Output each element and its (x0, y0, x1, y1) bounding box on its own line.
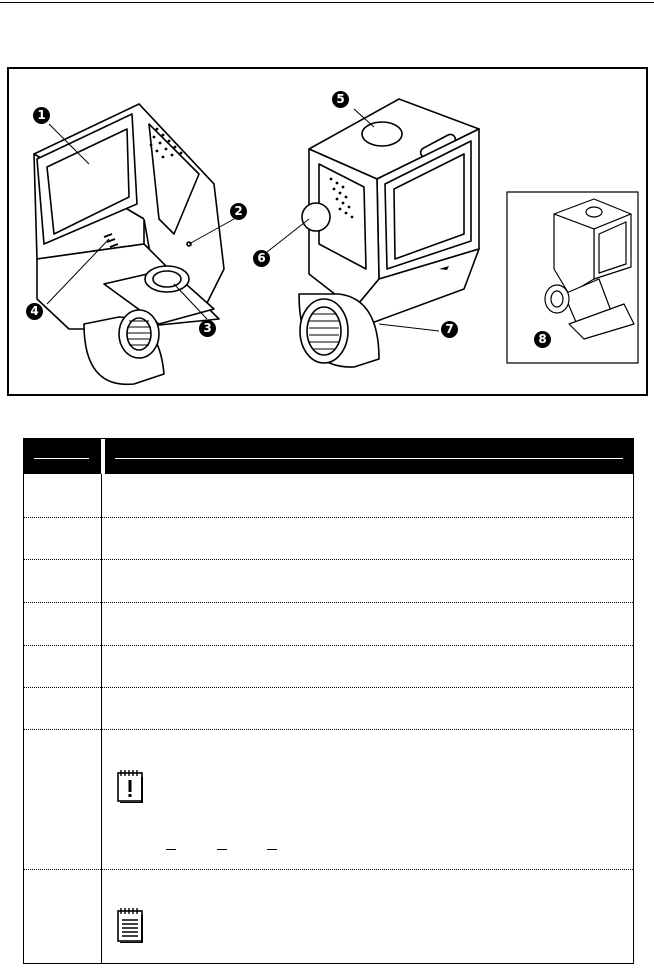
row-divider (24, 517, 633, 518)
underscore-mark (166, 849, 176, 850)
header-column-separator (101, 439, 105, 474)
table-header (24, 439, 633, 474)
callout-4: 4 (26, 303, 43, 320)
callout-8: 8 (534, 331, 551, 348)
scanner-front-view (34, 104, 224, 384)
scanner-illustration (9, 69, 646, 394)
row-divider (24, 602, 633, 603)
caution-notepad-icon (117, 769, 145, 807)
callout-1: 1 (33, 107, 50, 124)
callout-6: 6 (253, 250, 270, 267)
header-rule-left (34, 458, 89, 459)
note-notepad-icon (117, 907, 145, 947)
page-top-rule (0, 2, 654, 3)
row-divider (24, 729, 633, 730)
callout-5: 5 (332, 91, 349, 108)
underscore-mark (217, 849, 227, 850)
component-table (23, 438, 634, 964)
row-divider (24, 559, 633, 560)
column-separator (101, 474, 102, 964)
callout-2: 2 (230, 203, 247, 220)
callout-3: 3 (199, 320, 216, 337)
header-rule-right (115, 458, 623, 459)
underscore-mark (267, 849, 277, 850)
row-divider (24, 687, 633, 688)
callout-7: 7 (441, 321, 458, 338)
row-divider (24, 645, 633, 646)
row-divider (24, 869, 633, 870)
scanner-figure (7, 67, 648, 396)
